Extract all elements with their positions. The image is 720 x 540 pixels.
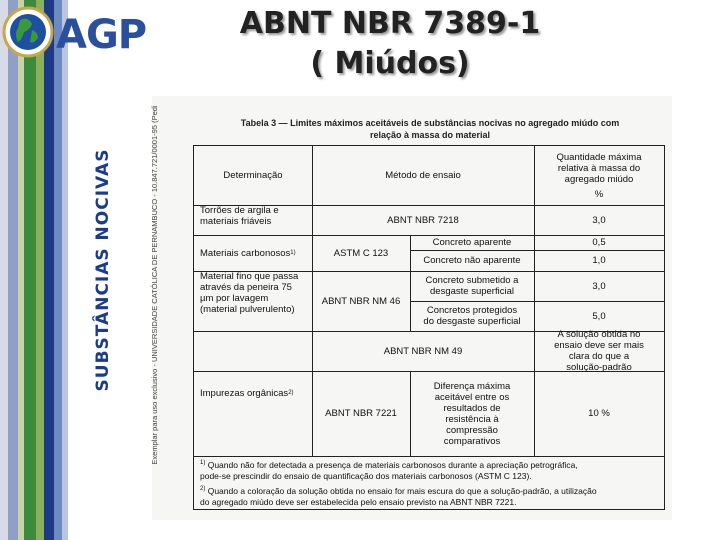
row-fino-val1: 3,0 [592, 280, 606, 292]
row-impurezas-val1 [534, 331, 664, 371]
table-caption [205, 117, 655, 141]
header-unit: % [594, 188, 604, 200]
row-carbonosos-sub2: Concreto não aparente [423, 255, 521, 266]
header-metodo: Método de ensaio [385, 170, 461, 181]
cell-line: ensaio deve ser mais [554, 340, 644, 351]
header-quantidade [534, 146, 664, 205]
row-torroes-determinacao [194, 205, 312, 235]
row-fino-determinacao [194, 271, 312, 331]
cell-line: resistência à [445, 413, 499, 425]
footnote-text: Quando a coloração da solução obtida no ensaio for mais escura do que a solução-padrão, a utilização [207, 485, 597, 496]
cell-line: (material pulverulento) [200, 304, 295, 315]
cell-text: Impurezas orgânicas [200, 388, 289, 399]
title-line-1: ABNT NBR 7389-1 [239, 6, 541, 41]
cell-line: resultados de [443, 402, 501, 414]
grid-line [194, 456, 664, 457]
table-caption-line-1: Tabela 3 — Limites máximos aceitáveis de substâncias nocivas no agregado miúdo com [240, 118, 620, 128]
agp-logo [2, 0, 147, 68]
row-fino-metodo: ABNT NBR NM 46 [321, 295, 401, 307]
row-fino-val2: 5,0 [592, 310, 606, 322]
row-carbonosos-determinacao [194, 235, 312, 271]
footnote-1 [200, 458, 578, 482]
substances-table [193, 145, 665, 510]
footnote-mark: 2) [200, 486, 206, 492]
row-impurezas-determinacao [194, 331, 312, 456]
footnote-text: do agregado miúdo deve ser estabelecida pelo ensaio previsto na ABNT NBR 7221. [200, 496, 517, 507]
footnote-ref: 2) [288, 390, 294, 396]
cell-line: µm por lavagem [200, 293, 269, 304]
row-impurezas-metodo1: ABNT NBR NM 49 [383, 345, 463, 357]
cell-line: Material fino que passa [200, 271, 299, 282]
footnote-text: pode-se prescindir do ensaio de quantificação dos materiais carbonosos (ASTM C 123). [200, 470, 532, 481]
cell-line: A solução obtida no [557, 329, 641, 340]
table-caption-line-2: relação à massa do material [369, 130, 491, 140]
row-impurezas-sub [410, 371, 534, 456]
row-impurezas-metodo2: ABNT NBR 7221 [325, 408, 397, 419]
title-line-2: ( Miúdos) [310, 46, 470, 81]
side-label: SUBSTÂNCIAS NOCIVAS [93, 148, 113, 392]
footnote-ref: 1) [290, 249, 296, 256]
row-carbonosos-val1: 0,5 [592, 237, 606, 248]
cell-line: Torrões de argila e [200, 205, 279, 216]
cell-text: Materiais carbonosos [200, 247, 291, 259]
header-quantidade-line: relativa à massa do [557, 162, 641, 174]
cell-line: materiais friáveis [200, 216, 272, 227]
row-torroes-metodo: ABNT NBR 7218 [387, 214, 459, 226]
cell-line: compressão [446, 424, 498, 436]
footnote-text: Quando não for detectada a presença de materiais carbonosos durante a apreciação petrográfica, [207, 459, 578, 470]
cell-line: comparativos [443, 435, 501, 447]
header-quantidade-line: Quantidade máxima [556, 151, 642, 163]
cell-line: clara do que a [568, 351, 630, 362]
row-carbonosos-val2: 1,0 [592, 255, 606, 266]
row-fino-sub2 [410, 301, 534, 331]
footnote-2 [200, 484, 597, 508]
scan-watermark-note: Exemplar para uso exclusivo - UNIVERSIDADE CATÓLICA DE PERNAMBUCO - 10.847.721/0001-95 (Pedi [150, 105, 159, 465]
header-quantidade-line: agregado miúdo [564, 173, 634, 185]
footnote-mark: 1) [200, 460, 206, 466]
cell-line: Concreto submetido a [425, 275, 519, 286]
cell-line: desgaste superficial [430, 286, 514, 297]
logo-text: AGP [56, 12, 147, 58]
cell-line: através da peneira 75 [200, 282, 292, 293]
cell-line: solução-padrão [566, 362, 632, 373]
cell-line: Diferença máxima [433, 380, 511, 392]
header-determinacao: Determinação [223, 170, 283, 181]
row-impurezas-val2: 10 % [588, 408, 610, 419]
cell-line: aceitável entre os [434, 391, 510, 403]
row-fino-sub1 [410, 271, 534, 301]
row-torroes-valor: 3,0 [592, 214, 606, 226]
cell-line: Concretos protegidos [426, 305, 518, 316]
left-stripe-band [0, 0, 80, 540]
page-title [180, 4, 600, 84]
row-carbonosos-sub1: Concreto aparente [432, 237, 512, 248]
row-carbonosos-metodo: ASTM C 123 [333, 247, 389, 259]
cell-line: do desgaste superficial [423, 316, 521, 327]
